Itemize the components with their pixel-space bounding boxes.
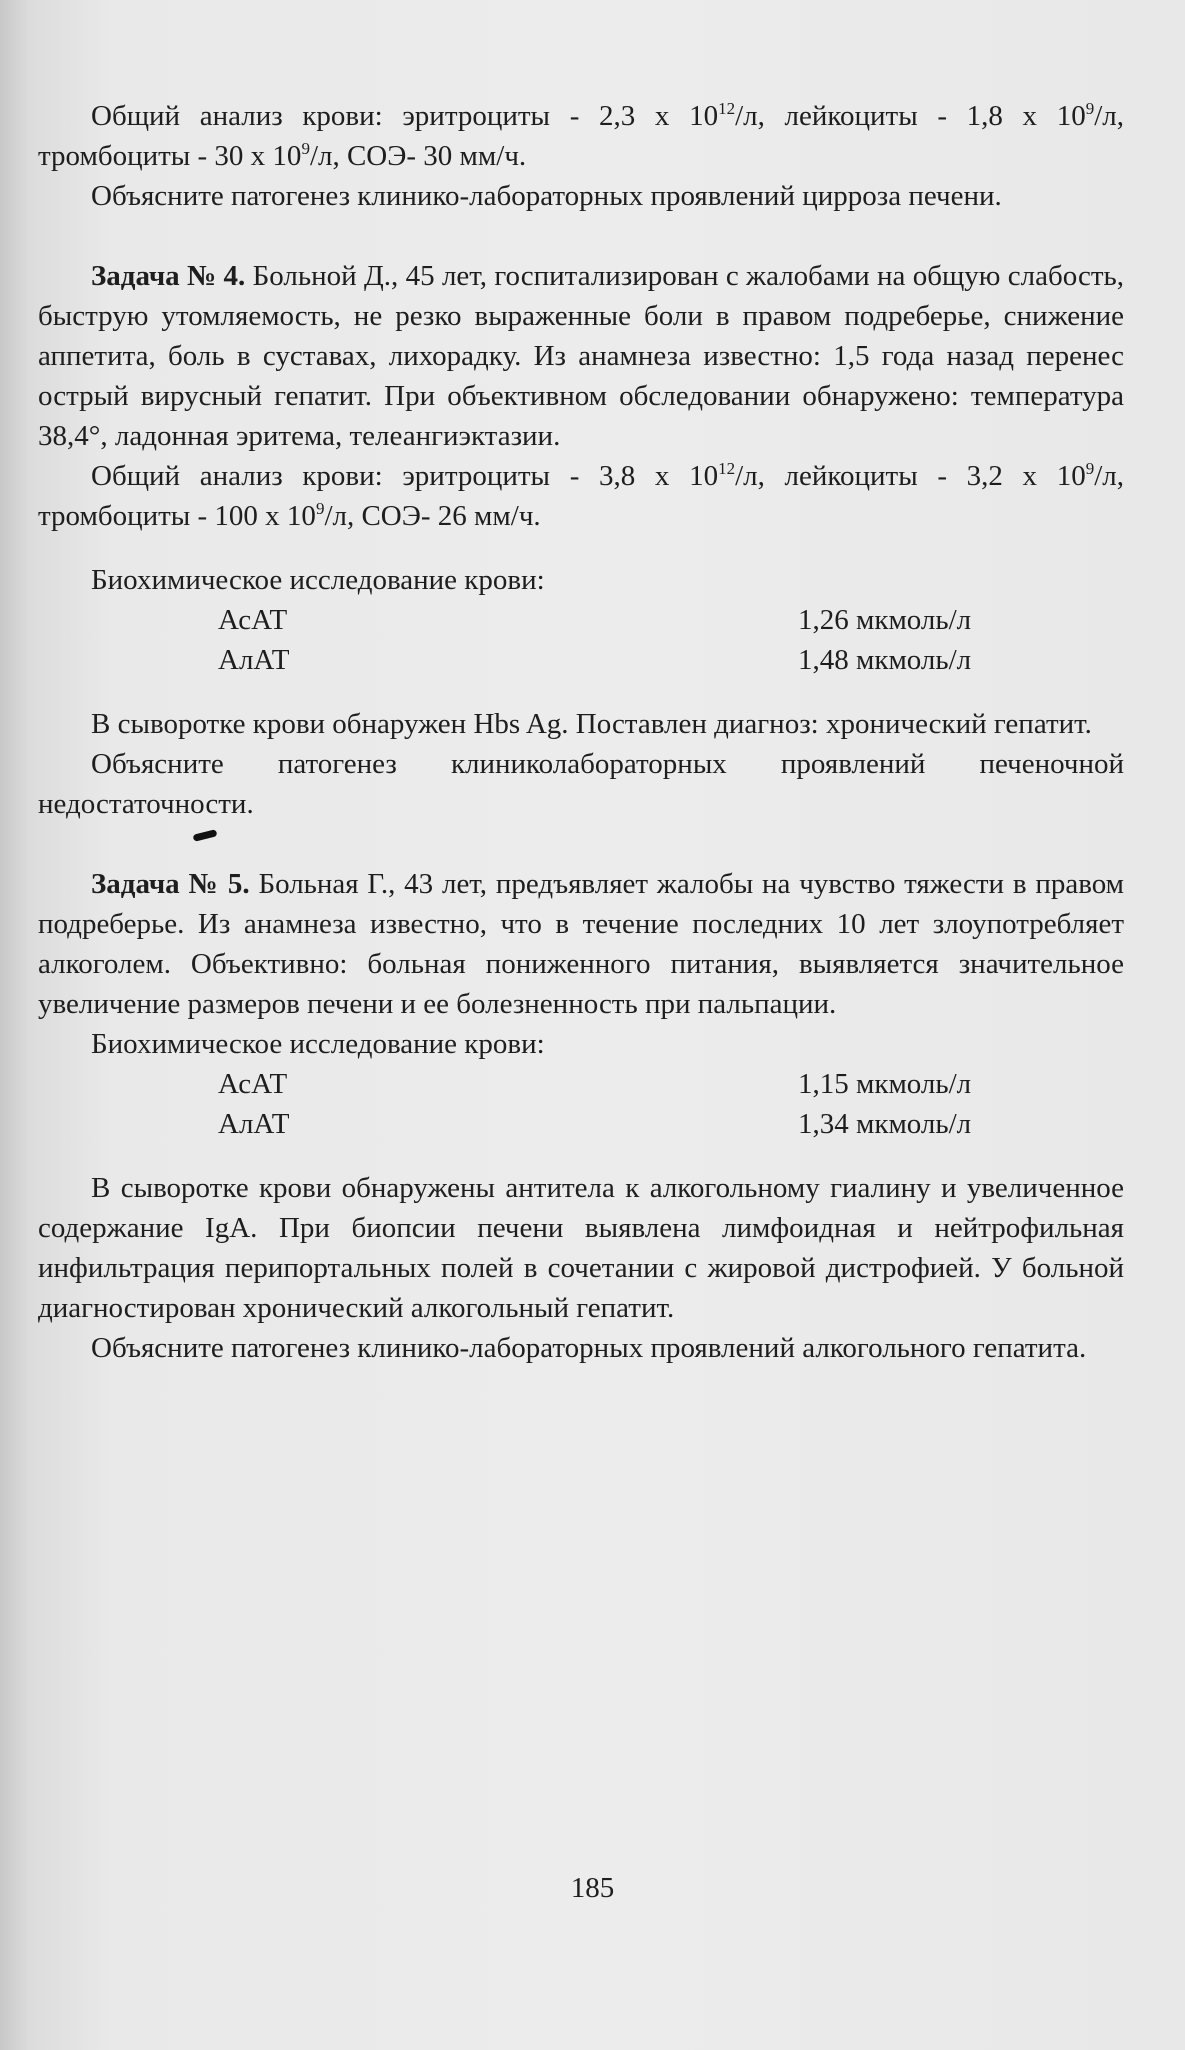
- biochem-title: Биохимическое исследование крови:: [91, 1028, 545, 1060]
- biochem-title: Биохимическое исследование крови:: [91, 564, 545, 596]
- lab-name: АсАТ: [218, 1068, 288, 1100]
- lab-row: [38, 1104, 1124, 1144]
- serum-paragraph: В сыворотке крови обнаружен Hbs Ag. Поставлен диагноз: хронический гепатит.: [91, 708, 1092, 740]
- lab-name: АлАТ: [218, 1108, 290, 1140]
- lab-value: 1,15 мкмоль/л: [798, 1068, 972, 1100]
- lab-name: АлАТ: [218, 644, 290, 676]
- cbc-paragraph: Общий анализ крови: эритроциты - 3,8 х $10^{12}/л$, лейкоциты - 3,2 х $10^9/л$, тромбоциты - 100 х $10^9/л$, СОЭ- 26 мм/ч.: [38, 459, 1124, 532]
- question-paragraph: Объясните патогенез клинико-лабораторных проявлений цирроза печени.: [91, 180, 1002, 212]
- page-number: 185: [570, 1872, 615, 1904]
- task-5-label: Задача № 5.: [91, 868, 250, 900]
- task-4-paragraph: Задача № 4. Больной Д., 45 лет, госпитализирован с жалобами на общую слабость, быструю утомляемость, не резко выраженные боли в правом подреберье, снижение аппетита, боль в суставах, лихорадку. Из анамнеза известно: 1,5 года назад перенес острый вирусный гепатит. При объективном обследовании обнаружено: температура 38,4°, ладонная эритема, телеангиэктазии.: [38, 260, 1125, 452]
- lab-value: 1,26 мкмоль/л: [798, 604, 972, 636]
- lab-value: 1,34 мкмоль/л: [798, 1108, 972, 1140]
- task-4-label: Задача № 4.: [91, 260, 246, 292]
- serum-paragraph: В сыворотке крови обнаружены антитела к алкогольному гиалину и увеличенное содержание IgA. При биопсии печени выявлена лимфоидная и нейтрофильная инфильтрация перипортальных полей в сочетании с жировой дистрофией. У больной диагностирован хронический алкогольный гепатит.: [38, 1172, 1124, 1324]
- page-body: [38, 96, 1124, 1368]
- question-paragraph: Объясните патогенез клиниколабораторных проявлений печеночной недостаточности.: [38, 748, 1124, 820]
- lab-value: 1,48 мкмоль/л: [798, 644, 972, 676]
- lab-row: [38, 640, 1124, 680]
- task-5-paragraph: Задача № 5. Больная Г., 43 лет, предъявляет жалобы на чувство тяжести в правом подреберье. Из анамнеза известно, что в течение последних 10 лет злоупотребляет алкоголем. Объективно: больная пониженного питания, выявляется значительное увеличение размеров печени и ее болезненность при пальпации.: [38, 868, 1125, 1020]
- lab-row: [38, 600, 1124, 640]
- question-paragraph: Объясните патогенез клинико-лабораторных проявлений алкогольного гепатита.: [91, 1332, 1087, 1364]
- lab-row: [38, 1064, 1124, 1104]
- lab-name: АсАТ: [218, 604, 288, 636]
- cbc-paragraph: Общий анализ крови: эритроциты - 2,3 х $10^{12}/л$, лейкоциты - 1,8 х $10^9/л$, тромбоциты - 30 х $10^9/л$, СОЭ- 30 мм/ч.: [38, 99, 1124, 172]
